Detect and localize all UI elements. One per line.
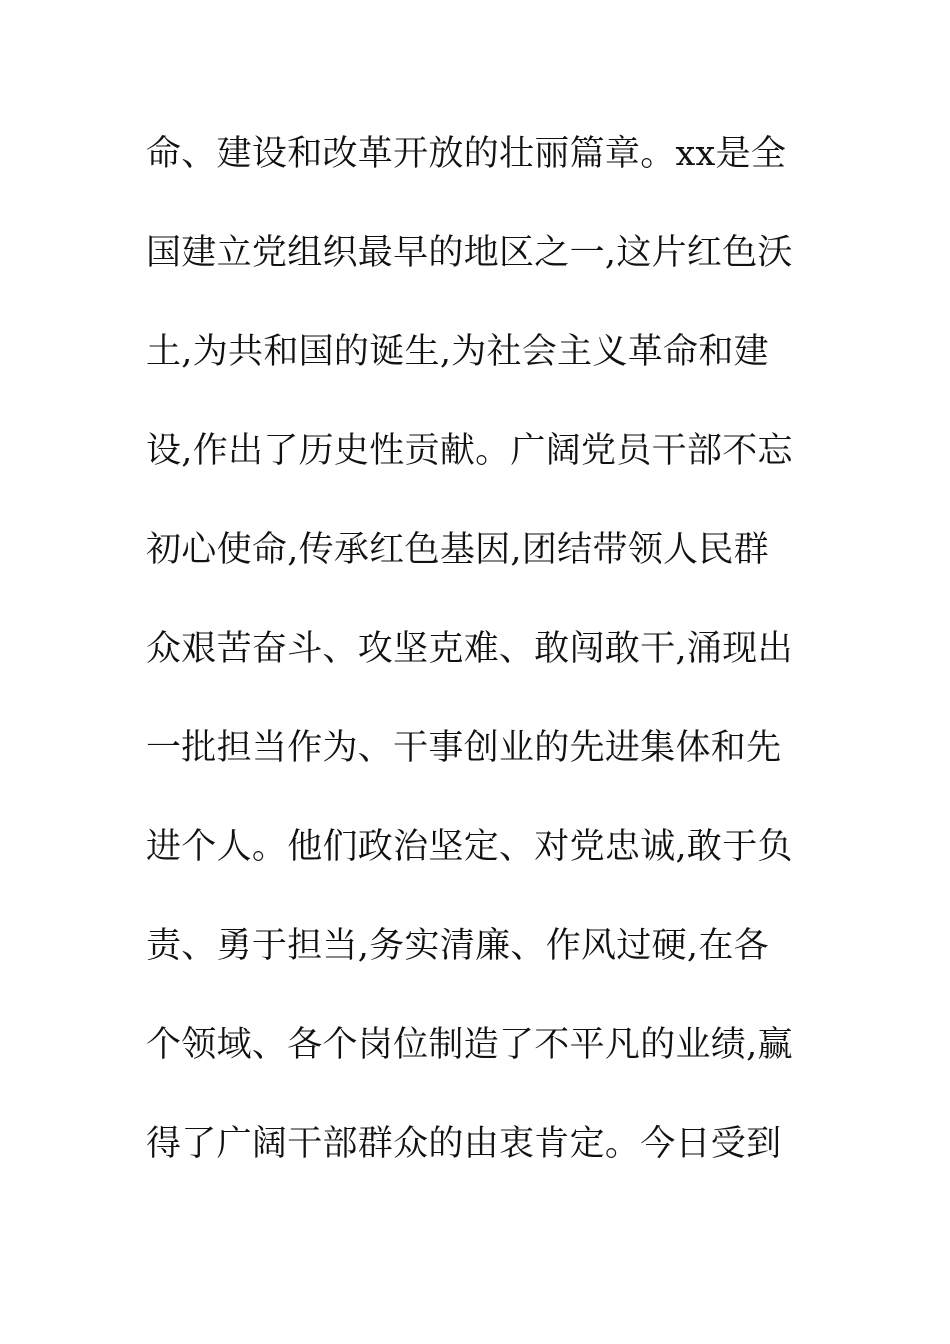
text-line: 个领域、各个岗位制造了不平凡的业绩,赢 <box>146 1025 793 1065</box>
text-line: 国建立党组织最早的地区之一,这片红色沃 <box>146 233 793 273</box>
text-line: 土,为共和国的诞生,为社会主义革命和建 <box>146 332 769 372</box>
text-line: 众艰苦奋斗、攻坚克难、敢闯敢干,涌现出 <box>146 629 793 669</box>
text-line: 命、建设和改革开放的壮丽篇章。xx是全 <box>146 134 787 174</box>
text-line: 设,作出了历史性贡献。广阔党员干部不忘 <box>146 431 793 471</box>
text-line: 初心使命,传承红色基因,团结带领人民群 <box>146 530 769 570</box>
body-text <box>146 126 806 1215</box>
text-line: 得了广阔干部群众的由衷肯定。今日受到 <box>146 1124 782 1164</box>
text-line: 一批担当作为、干事创业的先进集体和先 <box>146 728 782 768</box>
text-line: 进个人。他们政治坚定、对党忠诚,敢于负 <box>146 827 793 867</box>
text-line: 责、勇于担当,务实清廉、作风过硬,在各 <box>146 926 769 966</box>
